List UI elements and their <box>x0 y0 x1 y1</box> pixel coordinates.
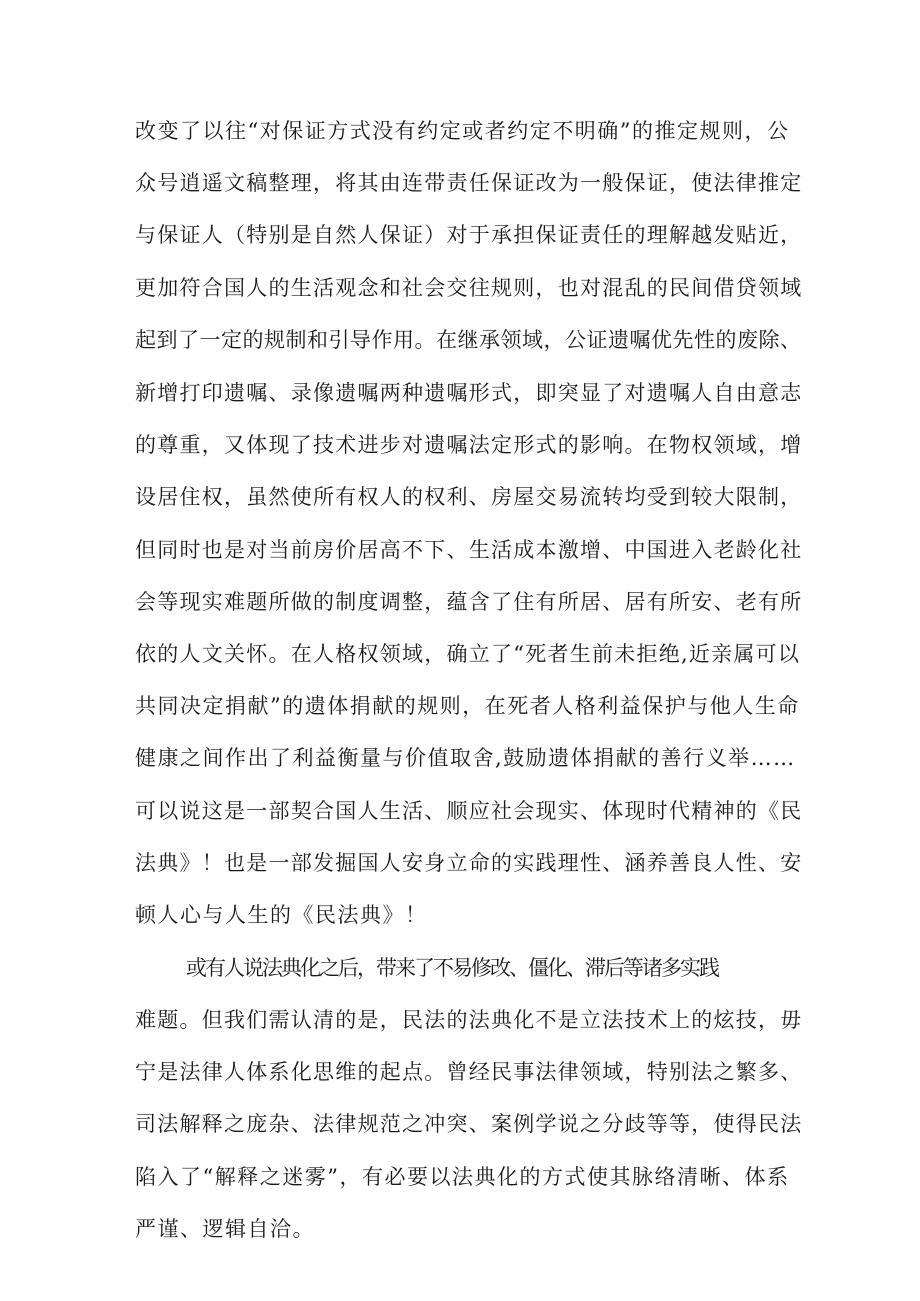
text-line: 难题。但我们需认清的是，民法的法典化不是立法技术上的炫技，毋 <box>135 1008 803 1032</box>
text-line: 会等现实难题所做的制度调整，蕴含了住有所居、居有所安、老有所 <box>135 590 803 614</box>
text-line: 顿人心与人生的《民法典》！ <box>135 903 428 927</box>
text-line: 依的人文关怀。在人格权领域，确立了“死者生前未拒绝,近亲属可以 <box>135 642 801 666</box>
text-line: 的尊重，又体现了技术进步对遗嘱法定形式的影响。在物权领域，增 <box>135 433 803 457</box>
text-line: 可以说这是一部契合国人生活、顺应社会现实、体现时代精神的《民 <box>135 799 803 823</box>
text-line: 众号逍遥文稿整理，将其由连带责任保证改为一般保证，使法律推定 <box>135 171 803 195</box>
text-line: 宁是法律人体系化思维的起点。曾经民事法律领域，特别法之繁多、 <box>135 1060 803 1084</box>
text-line: 健康之间作出了利益衡量与价值取舍,鼓励遗体捐献的善行义举…… <box>135 746 796 770</box>
text-line: 新增打印遗嘱、录像遗嘱两种遗嘱形式，即突显了对遗嘱人自由意志 <box>135 381 803 405</box>
text-line: 或有人说法典化之后，带来了不易修改、僵化、滞后等诸多实践 <box>186 956 718 980</box>
text-line: 但同时也是对当前房价居高不下、生活成本激增、中国进入老龄化社 <box>135 538 803 562</box>
text-line: 陷入了“解释之迷雾”，有必要以法典化的方式使其脉络清晰、体系 <box>135 1165 790 1189</box>
text-line: 更加符合国人的生活观念和社会交往规则，也对混乱的民间借贷领域 <box>135 276 803 300</box>
text-line: 共同决定捐献”的遗体捐献的规则，在死者人格利益保护与他人生命 <box>135 694 800 718</box>
text-line: 司法解释之庞杂、法律规范之冲突、案例学说之分歧等等，使得民法 <box>135 1112 803 1136</box>
text-line: 法典》！也是一部发掘国人安身立命的实践理性、涵养善良人性、安 <box>135 851 803 875</box>
text-line: 设居住权，虽然使所有权人的权利、房屋交易流转均受到较大限制， <box>135 485 803 509</box>
text-line: 起到了一定的规制和引导作用。在继承领域，公证遗嘱优先性的废除、 <box>135 328 802 352</box>
text-line: 与保证人（特别是自然人保证）对于承担保证责任的理解越发贴近， <box>135 223 803 247</box>
text-line: 改变了以往“对保证方式没有约定或者约定不明确”的推定规则，公 <box>135 119 790 143</box>
text-line: 严谨、逻辑自洽。 <box>135 1217 315 1241</box>
